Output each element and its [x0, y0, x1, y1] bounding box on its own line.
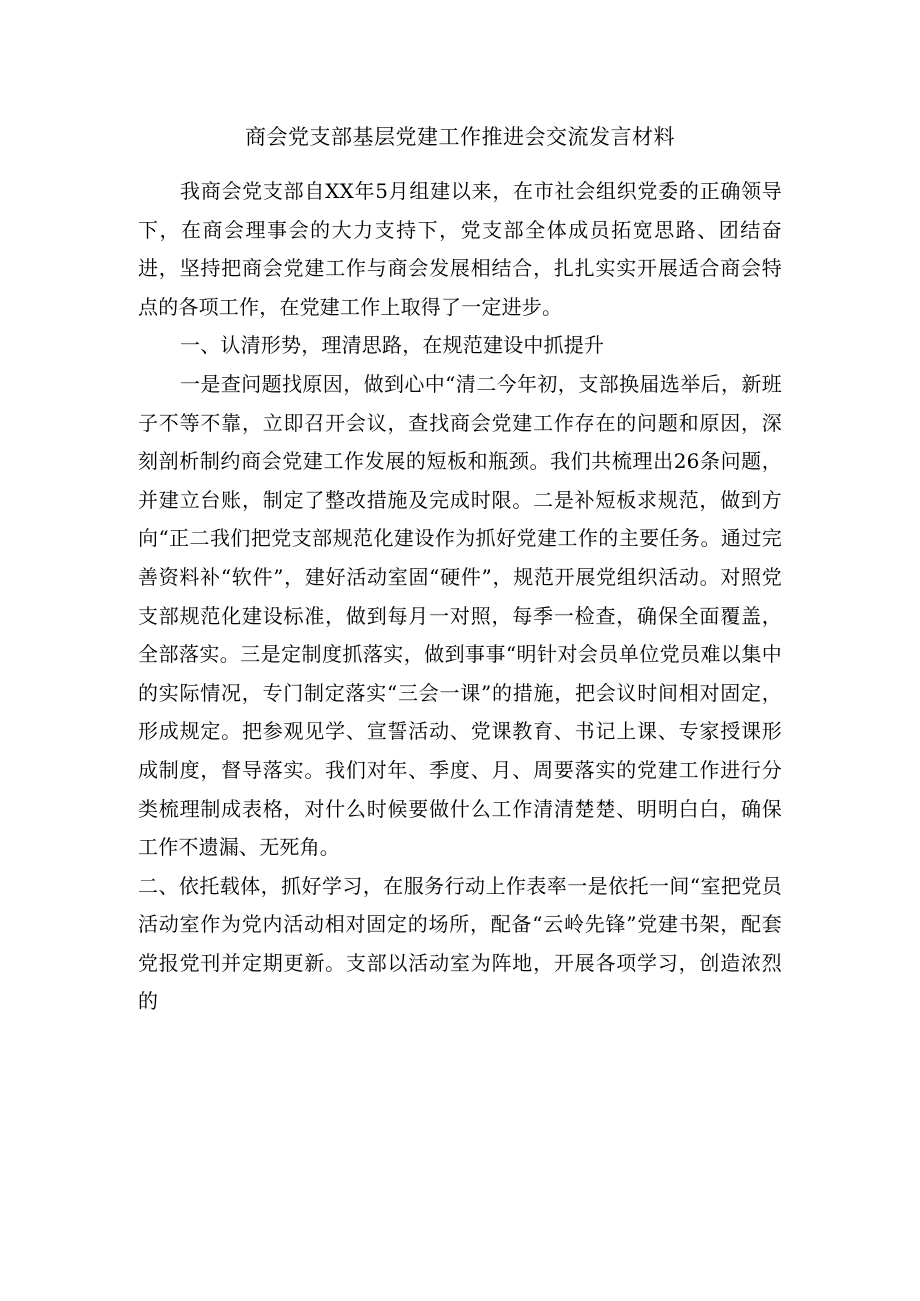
- section-2-paragraph: 二、依托载体，抓好学习，在服务行动上作表率一是依托一间“室把党员活动室作为党内活动相对固定的场所，配备“云岭先锋”党建书架，配套党报党刊并定期更新。支部以活动室为阵地，开展各项学习，创造浓烈的: [138, 873, 782, 1014]
- document-title: 商会党支部基层党建工作推进会交流发言材料: [245, 125, 675, 149]
- document-body: [138, 172, 782, 1021]
- section-1-paragraph: 一是查问题找原因，做到心中“清二今年初，支部换届选举后，新班子不等不靠，立即召开会议，查找商会党建工作存在的问题和原因，深刻剖析制约商会党建工作发展的短板和瓶颈。我们共梳理出26条问题，并建立台账，制定了整改措施及完成时限。二是补短板求规范，做到方向“正二我们把党支部规范化建设作为抓好党建工作的主要任务。通过完善资料补“软件”，建好活动室固“硬件”，规范开展党组织活动。对照党支部规范化建设标准，做到每月一对照，每季一检查，确保全面覆盖，全部落实。三是定制度抓落实，做到事事“明针对会员单位党员难以集中的实际情况，专门制定落实“三会一课”的措施，把会议时间相对固定，形成规定。把参观见学、宣誓活动、党课教育、书记上课、专家授课形成制度，督导落实。我们对年、季度、月、周要落实的党建工作进行分类梳理制成表格，对什么时候要做什么工作清清楚楚、明明白白，确保工作不遗漏、无死角。: [138, 371, 782, 860]
- section-heading-1: 一、认清形势，理清思路，在规范建设中抓提升: [180, 333, 605, 358]
- intro-paragraph: 我商会党支部自XX年5月组建以来，在市社会组织党委的正确领导下，在商会理事会的大力支持下，党支部全体成员拓宽思路、团结奋进，坚持把商会党建工作与商会发展相结合，扎扎实实开展适合商会特点的各项工作，在党建工作上取得了一定进步。: [138, 179, 782, 319]
